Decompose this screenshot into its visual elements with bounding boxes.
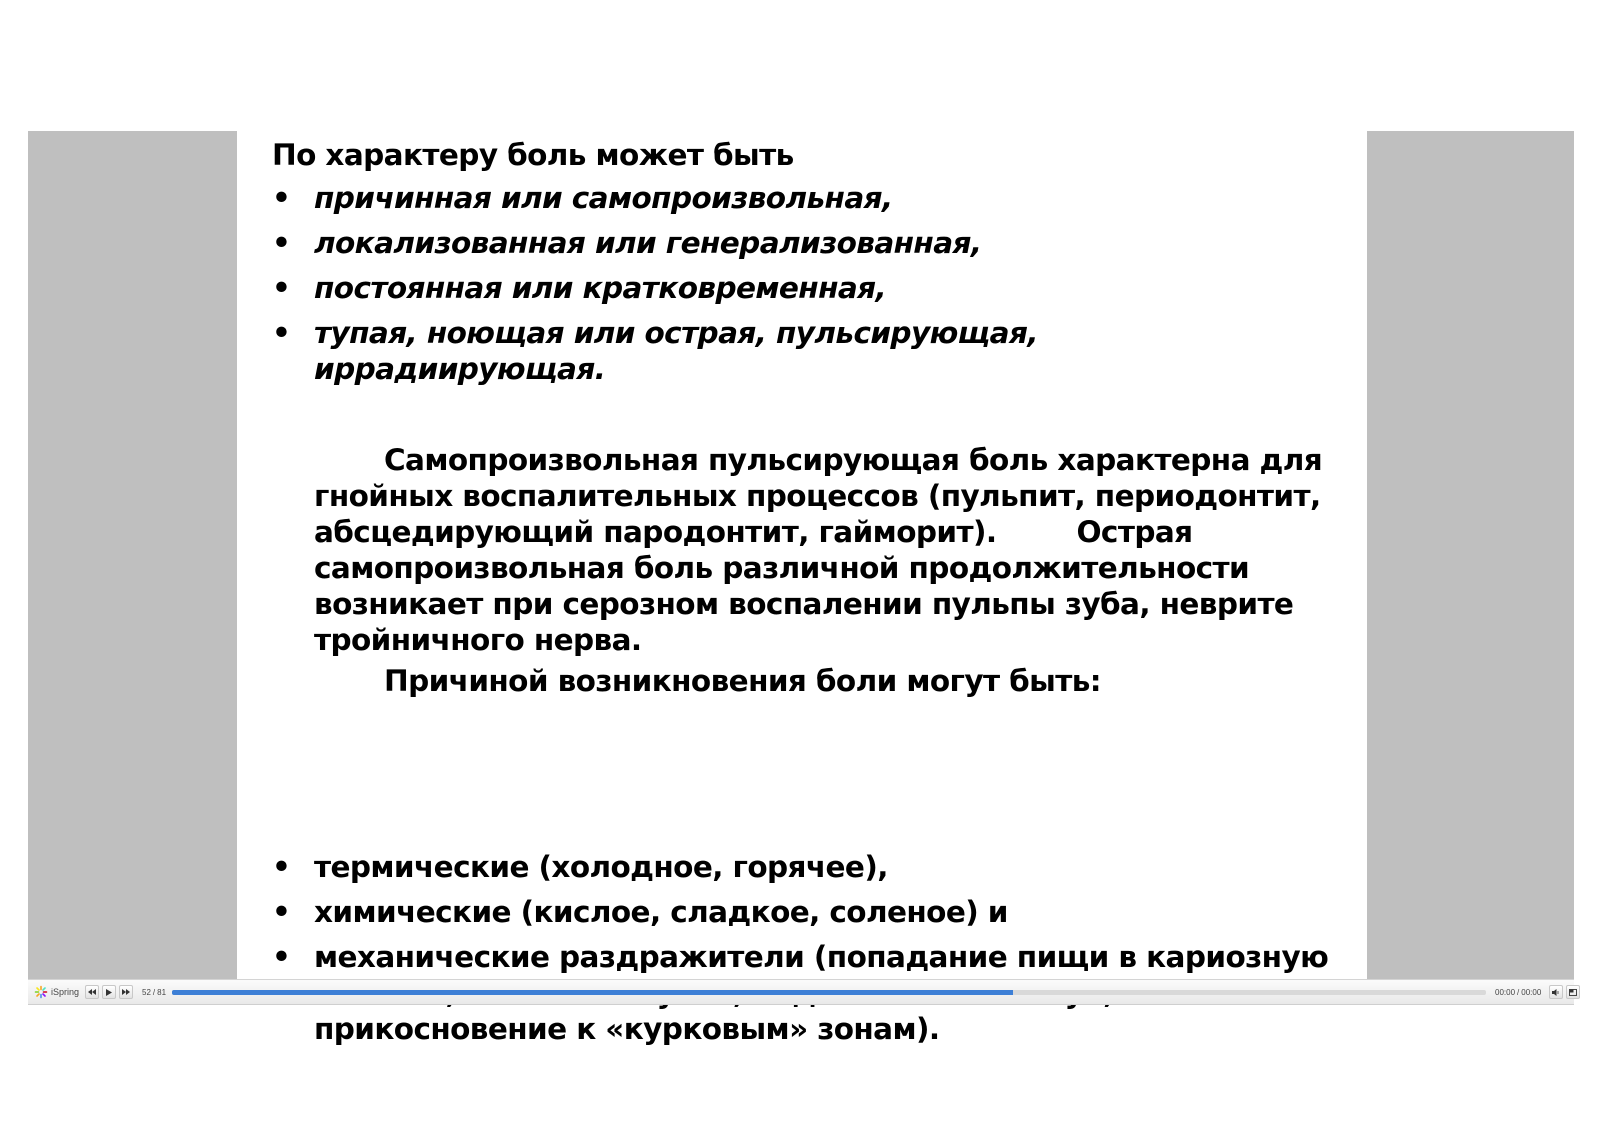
volume-button[interactable]: [1549, 985, 1563, 999]
rewind-icon: [88, 989, 96, 995]
paragraph-text: Самопроизвольная пульсирующая боль характерна для гнойных воспалительных процессов (пульпит, периодонтит, абсцедирующий пародонтит, гайморит).: [314, 443, 1323, 549]
paragraph-causes-heading: Причиной возникновения боли могут быть:: [384, 664, 1101, 698]
speaker-icon: [1552, 989, 1560, 996]
pain-causes-list: [272, 849, 1332, 1056]
slide-title: По характеру боль может быть: [272, 138, 794, 172]
bullet-icon: •: [272, 226, 291, 260]
list-item: • постоянная или кратковременная,: [272, 271, 887, 305]
ispring-logo[interactable]: [34, 985, 79, 999]
player-bar: [28, 979, 1574, 1005]
bullet-icon: •: [272, 316, 291, 350]
seek-bar[interactable]: [172, 990, 1486, 995]
fullscreen-icon: [1569, 989, 1577, 996]
list-item: • термические (холодное, горячее),: [272, 850, 888, 884]
list-item: • локализованная или генерализованная,: [272, 226, 982, 260]
bullet-icon: •: [272, 850, 291, 884]
pain-character-list: [272, 180, 1332, 396]
list-item: • химические (кислое, сладкое, соленое) и: [272, 895, 1008, 929]
play-icon: [106, 989, 112, 996]
list-item: • механические раздражители (попадание пищи в кариозную прикосновение к «курковым» зонам).: [272, 940, 1329, 1046]
bullet-icon: •: [272, 940, 291, 974]
bullet-icon: •: [272, 181, 291, 215]
bullet-icon: •: [272, 271, 291, 305]
previous-slide-button[interactable]: [85, 985, 99, 999]
time-display: 00:00 / 00:00: [1495, 988, 1542, 997]
ispring-logo-icon: [34, 985, 48, 999]
play-button[interactable]: [102, 985, 116, 999]
slide-counter: 52 / 81: [142, 988, 167, 997]
paragraph-text: Острая самопроизвольная боль различной продолжительности возникает при серозном воспалении пульпы зуба, неврите тройничного нерва.: [314, 515, 1294, 657]
next-slide-button[interactable]: [119, 985, 133, 999]
paragraph-spontaneous-pain: [314, 442, 1354, 658]
list-item: • причинная или самопроизвольная,: [272, 181, 893, 215]
bullet-icon: •: [272, 895, 291, 929]
fast-forward-icon: [122, 989, 130, 995]
seek-bar-progress: [172, 990, 1013, 995]
logo-text: iSpring: [51, 987, 80, 997]
list-item: • тупая, ноющая или острая, пульсирующая, иррадиирующая.: [272, 316, 1038, 386]
slide: [237, 131, 1367, 1046]
fullscreen-button[interactable]: [1566, 985, 1580, 999]
